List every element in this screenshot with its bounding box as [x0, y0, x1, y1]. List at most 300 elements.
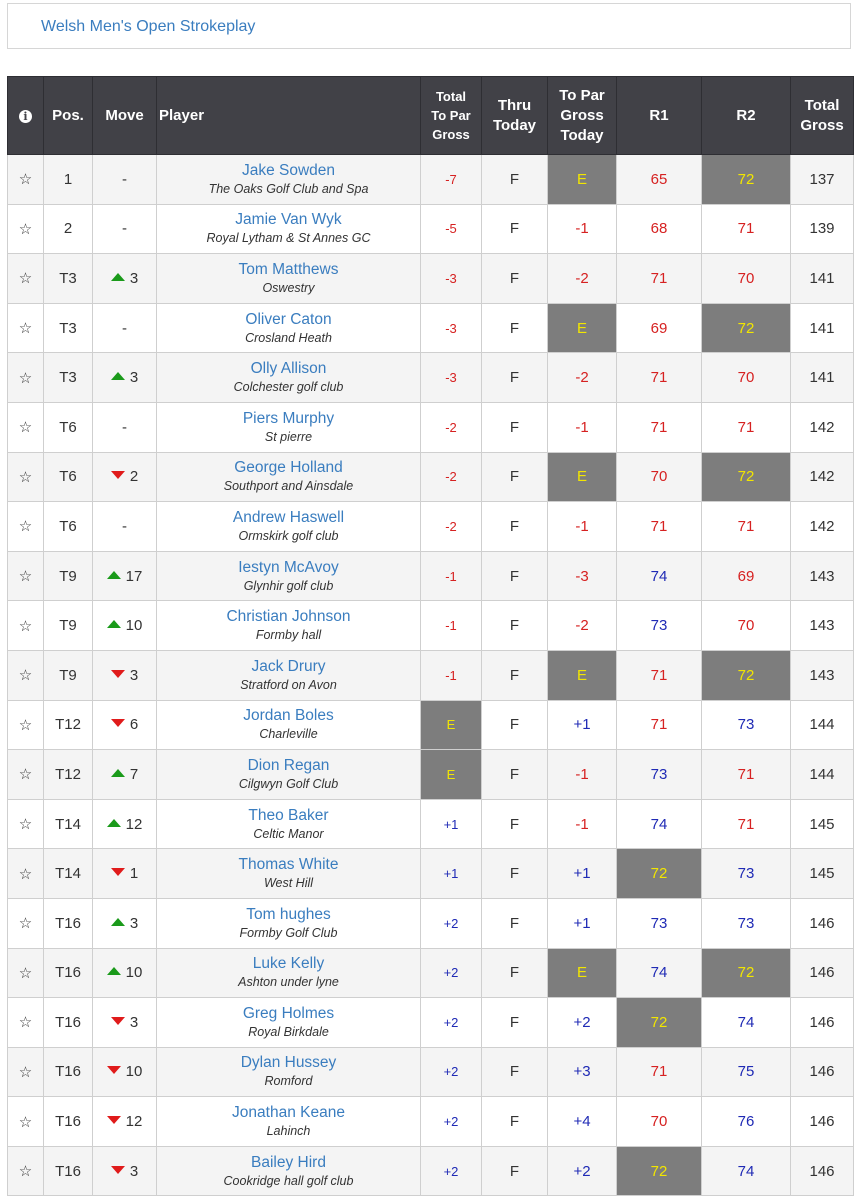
thru-cell: F	[482, 601, 548, 651]
info-icon[interactable]: i	[19, 110, 32, 123]
leaderboard-row	[8, 155, 854, 205]
player-cell	[157, 303, 421, 353]
player-name-link[interactable]: Bailey Hird	[251, 1153, 326, 1171]
thru-header[interactable]	[482, 77, 548, 155]
leaderboard-row	[8, 799, 854, 849]
player-club: St pierre	[264, 429, 313, 444]
leaderboard-row	[8, 601, 854, 651]
position-cell: T9	[44, 650, 93, 700]
player-name-link[interactable]: Jordan Boles	[243, 707, 334, 725]
position-cell: T9	[44, 551, 93, 601]
leaderboard-row	[8, 1047, 854, 1097]
player-header[interactable]: Player	[157, 77, 421, 155]
move-cell	[93, 1047, 157, 1097]
total-to-par-cell: -7	[421, 155, 482, 205]
player-name-link[interactable]: Dion Regan	[247, 756, 330, 774]
triangle-up-icon: 12	[107, 816, 143, 833]
player-club: Stratford on Avon	[240, 677, 337, 692]
move-cell	[93, 254, 157, 304]
total-to-par-cell: -3	[421, 254, 482, 304]
total-gross-cell: 145	[791, 849, 854, 899]
header-line: To Par	[559, 86, 605, 104]
position-cell: 1	[44, 155, 93, 205]
move-cell	[93, 650, 157, 700]
triangle-up-icon: 3	[111, 369, 138, 386]
player-cell	[157, 353, 421, 403]
r2-cell: 72	[702, 155, 791, 205]
r1-cell: 68	[617, 204, 702, 254]
position-cell: T16	[44, 948, 93, 998]
favourite-star-icon[interactable]: ☆	[8, 1047, 44, 1097]
favourite-star-icon[interactable]: ☆	[8, 204, 44, 254]
r1-header[interactable]: R1	[617, 77, 702, 155]
to-par-today-cell: -2	[548, 601, 617, 651]
favourite-star-icon[interactable]: ☆	[8, 551, 44, 601]
favourite-star-icon[interactable]: ☆	[8, 254, 44, 304]
player-name-link[interactable]: Dylan Hussey	[240, 1054, 337, 1072]
favourite-star-icon[interactable]: ☆	[8, 402, 44, 452]
thru-cell: F	[482, 452, 548, 502]
to-par-today-cell: -1	[548, 502, 617, 552]
triangle-down-icon: 3	[111, 1163, 138, 1180]
thru-cell: F	[482, 700, 548, 750]
player-cell	[157, 700, 421, 750]
player-name-link[interactable]: Greg Holmes	[242, 1004, 335, 1022]
move-cell	[93, 799, 157, 849]
move-cell	[93, 353, 157, 403]
move-cell	[93, 452, 157, 502]
total-to-par-cell: +2	[421, 898, 482, 948]
player-club: Ashton under lyne	[238, 975, 339, 990]
to-par-today-cell: +3	[548, 1047, 617, 1097]
no-move: -	[122, 170, 127, 188]
r1-cell: 71	[617, 353, 702, 403]
r2-cell: 72	[702, 948, 791, 998]
position-cell: T3	[44, 254, 93, 304]
leaderboard-row	[8, 353, 854, 403]
r1-cell: 71	[617, 700, 702, 750]
thru-cell: F	[482, 1047, 548, 1097]
player-cell	[157, 849, 421, 899]
leaderboard-row	[8, 849, 854, 899]
to-par-today-cell: +2	[548, 998, 617, 1048]
page-title[interactable]: Welsh Men's Open Strokeplay	[41, 18, 256, 35]
to-par-today-cell: +1	[548, 849, 617, 899]
thru-cell: F	[482, 254, 548, 304]
total-to-par-cell: -5	[421, 204, 482, 254]
player-name-link[interactable]: Oliver Caton	[245, 310, 332, 328]
position-cell: T12	[44, 700, 93, 750]
r1-cell: 71	[617, 502, 702, 552]
position-cell: T16	[44, 1146, 93, 1196]
total-to-par-cell: +2	[421, 1047, 482, 1097]
player-cell	[157, 254, 421, 304]
to-par-today-cell: -1	[548, 799, 617, 849]
r2-cell: 71	[702, 750, 791, 800]
r1-cell: 72	[617, 998, 702, 1048]
move-cell	[93, 898, 157, 948]
player-club: Southport and Ainsdale	[223, 479, 354, 494]
to-par-today-cell: E	[548, 155, 617, 205]
thru-cell: F	[482, 1097, 548, 1147]
no-move: -	[122, 418, 127, 436]
total-to-par-cell: +2	[421, 1097, 482, 1147]
favourite-star-icon[interactable]: ☆	[8, 998, 44, 1048]
player-name-link[interactable]: Iestyn McAvoy	[238, 558, 339, 576]
favourite-star-icon[interactable]: ☆	[8, 750, 44, 800]
total-to-par-cell: +2	[421, 998, 482, 1048]
leaderboard-row	[8, 750, 854, 800]
thru-cell: F	[482, 551, 548, 601]
total-to-par-cell: -2	[421, 452, 482, 502]
leaderboard-row	[8, 650, 854, 700]
player-cell	[157, 1146, 421, 1196]
thru-cell: F	[482, 998, 548, 1048]
leaderboard-row	[8, 948, 854, 998]
favourite-star-icon[interactable]: ☆	[8, 799, 44, 849]
player-name-link[interactable]: Tom hughes	[246, 905, 331, 923]
leaderboard-row	[8, 998, 854, 1048]
move-cell	[93, 1097, 157, 1147]
player-cell	[157, 898, 421, 948]
to-par-today-cell: +4	[548, 1097, 617, 1147]
favourite-star-icon[interactable]: ☆	[8, 948, 44, 998]
thru-cell: F	[482, 502, 548, 552]
total-gross-cell: 141	[791, 254, 854, 304]
favourite-star-icon[interactable]: ☆	[8, 452, 44, 502]
move-cell	[93, 204, 157, 254]
player-club: West Hill	[263, 876, 314, 891]
player-cell	[157, 998, 421, 1048]
r1-cell: 71	[617, 1047, 702, 1097]
player-cell	[157, 204, 421, 254]
triangle-down-icon: 3	[111, 667, 138, 684]
header-line: Total	[435, 89, 467, 104]
favourite-star-icon[interactable]: ☆	[8, 1146, 44, 1196]
total-to-par-cell: -1	[421, 601, 482, 651]
player-club: Royal Birkdale	[248, 1024, 329, 1039]
triangle-down-icon: 10	[107, 1063, 143, 1080]
total-gross-cell: 146	[791, 898, 854, 948]
leaderboard-row	[8, 1146, 854, 1196]
r1-cell: 73	[617, 750, 702, 800]
player-cell	[157, 601, 421, 651]
r1-cell: 72	[617, 1146, 702, 1196]
to-par-today-cell: -3	[548, 551, 617, 601]
r1-cell: 73	[617, 601, 702, 651]
player-name-link[interactable]: Theo Baker	[248, 806, 329, 824]
player-cell	[157, 799, 421, 849]
position-cell: T6	[44, 502, 93, 552]
thru-cell: F	[482, 849, 548, 899]
player-name-link[interactable]: Jake Sowden	[241, 161, 336, 179]
triangle-down-icon: 12	[107, 1113, 143, 1130]
to-par-today-cell: E	[548, 303, 617, 353]
favourite-star-icon[interactable]: ☆	[8, 353, 44, 403]
r2-cell: 70	[702, 254, 791, 304]
move-cell	[93, 1146, 157, 1196]
r2-cell: 71	[702, 502, 791, 552]
to-par-today-cell: E	[548, 948, 617, 998]
total-to-par-cell: -3	[421, 303, 482, 353]
triangle-up-icon: 10	[107, 964, 143, 981]
r2-cell: 69	[702, 551, 791, 601]
total-gross-cell: 143	[791, 601, 854, 651]
header-line: To Par	[431, 108, 471, 123]
move-cell	[93, 750, 157, 800]
header-line: Gross	[560, 106, 604, 124]
r2-cell: 72	[702, 650, 791, 700]
r2-cell: 73	[702, 898, 791, 948]
player-name-link[interactable]: Luke Kelly	[252, 955, 325, 973]
r2-cell: 73	[702, 700, 791, 750]
triangle-up-icon: 10	[107, 617, 143, 634]
to-par-today-cell: E	[548, 452, 617, 502]
to-par-today-header[interactable]	[548, 77, 617, 155]
total-to-par-cell: -2	[421, 502, 482, 552]
move-cell	[93, 303, 157, 353]
info-header[interactable]	[8, 77, 44, 155]
header-line: Today	[492, 116, 537, 134]
position-cell: T9	[44, 601, 93, 651]
move-header[interactable]: Move	[93, 77, 157, 155]
player-club: Oswestry	[262, 280, 315, 295]
favourite-star-icon[interactable]: ☆	[8, 601, 44, 651]
favourite-star-icon[interactable]: ☆	[8, 849, 44, 899]
move-cell	[93, 551, 157, 601]
r2-header[interactable]: R2	[702, 77, 791, 155]
favourite-star-icon[interactable]: ☆	[8, 898, 44, 948]
r2-cell: 74	[702, 1146, 791, 1196]
leaderboard-row	[8, 502, 854, 552]
thru-cell: F	[482, 750, 548, 800]
total-gross-cell: 142	[791, 502, 854, 552]
player-club: Royal Lytham & St Annes GC	[206, 231, 371, 246]
to-par-today-cell: +1	[548, 898, 617, 948]
to-par-today-cell: E	[548, 650, 617, 700]
triangle-down-icon: 3	[111, 1014, 138, 1031]
player-cell	[157, 948, 421, 998]
total-gross-cell: 142	[791, 402, 854, 452]
player-club: Romford	[264, 1074, 313, 1089]
player-club: Colchester golf club	[233, 380, 344, 395]
move-cell	[93, 402, 157, 452]
r2-cell: 74	[702, 998, 791, 1048]
position-cell: T16	[44, 998, 93, 1048]
total-gross-cell: 141	[791, 353, 854, 403]
position-cell: T12	[44, 750, 93, 800]
thru-cell: F	[482, 1146, 548, 1196]
r1-cell: 74	[617, 799, 702, 849]
r2-cell: 71	[702, 402, 791, 452]
total-to-par-cell: -1	[421, 650, 482, 700]
player-club: Charleville	[259, 727, 318, 742]
player-club: Cilgwyn Golf Club	[238, 776, 339, 791]
leaderboard-table	[7, 76, 854, 1196]
player-club: Lahinch	[266, 1124, 311, 1139]
favourite-star-icon[interactable]: ☆	[8, 502, 44, 552]
leaderboard-row	[8, 700, 854, 750]
player-cell	[157, 551, 421, 601]
r1-cell: 70	[617, 1097, 702, 1147]
triangle-up-icon: 3	[111, 270, 138, 287]
triangle-down-icon: 1	[111, 865, 138, 882]
position-cell: T14	[44, 849, 93, 899]
player-cell	[157, 402, 421, 452]
to-par-today-cell: +2	[548, 1146, 617, 1196]
r2-cell: 75	[702, 1047, 791, 1097]
player-name-link[interactable]: Thomas White	[238, 856, 339, 874]
position-cell: T6	[44, 452, 93, 502]
header-line: Total	[804, 96, 840, 114]
total-gross-cell: 137	[791, 155, 854, 205]
total-to-par-header[interactable]	[421, 77, 482, 155]
total-gross-cell: 143	[791, 551, 854, 601]
leaderboard-row	[8, 898, 854, 948]
thru-cell: F	[482, 799, 548, 849]
leaderboard-row	[8, 452, 854, 502]
position-cell: T16	[44, 898, 93, 948]
tournament-title-box	[7, 3, 851, 49]
pos-header[interactable]: Pos.	[44, 77, 93, 155]
r1-cell: 71	[617, 254, 702, 304]
thru-cell: F	[482, 898, 548, 948]
total-gross-header[interactable]	[791, 77, 854, 155]
total-gross-cell: 142	[791, 452, 854, 502]
total-gross-cell: 146	[791, 1047, 854, 1097]
thru-cell: F	[482, 650, 548, 700]
to-par-today-cell: -1	[548, 402, 617, 452]
header-line: Thru	[497, 96, 532, 114]
total-to-par-cell: +2	[421, 948, 482, 998]
move-cell	[93, 849, 157, 899]
total-gross-cell: 146	[791, 948, 854, 998]
r1-cell: 65	[617, 155, 702, 205]
r2-cell: 72	[702, 452, 791, 502]
thru-cell: F	[482, 402, 548, 452]
favourite-star-icon[interactable]: ☆	[8, 650, 44, 700]
leaderboard-row	[8, 204, 854, 254]
leaderboard-row	[8, 1097, 854, 1147]
player-name-link[interactable]: Jack Drury	[251, 657, 326, 675]
to-par-today-cell: -2	[548, 254, 617, 304]
total-to-par-cell: -1	[421, 551, 482, 601]
r1-cell: 74	[617, 948, 702, 998]
position-cell: T3	[44, 303, 93, 353]
player-name-link[interactable]: George Holland	[234, 459, 343, 477]
total-gross-cell: 146	[791, 1097, 854, 1147]
r2-cell: 71	[702, 799, 791, 849]
r1-cell: 70	[617, 452, 702, 502]
total-to-par-cell: +1	[421, 849, 482, 899]
player-club: Cookridge hall golf club	[223, 1173, 354, 1188]
position-cell: T6	[44, 402, 93, 452]
triangle-up-icon: 17	[107, 568, 143, 585]
triangle-up-icon: 7	[111, 766, 138, 783]
player-club: Celtic Manor	[253, 826, 324, 841]
player-club: Formby Golf Club	[239, 925, 338, 940]
r1-cell: 71	[617, 402, 702, 452]
thru-cell: F	[482, 303, 548, 353]
thru-cell: F	[482, 353, 548, 403]
header-line: Gross	[800, 116, 844, 134]
total-to-par-cell: E	[421, 750, 482, 800]
position-cell: T16	[44, 1047, 93, 1097]
position-cell: T3	[44, 353, 93, 403]
player-name-link[interactable]: Andrew Haswell	[232, 508, 345, 526]
player-name-link[interactable]: Christian Johnson	[226, 608, 351, 626]
player-cell	[157, 1047, 421, 1097]
move-cell	[93, 700, 157, 750]
leaderboard-header	[8, 77, 854, 155]
to-par-today-cell: +1	[548, 700, 617, 750]
to-par-today-cell: -2	[548, 353, 617, 403]
player-name-link[interactable]: Olly Allison	[250, 360, 327, 378]
r1-cell: 72	[617, 849, 702, 899]
position-cell: T16	[44, 1097, 93, 1147]
no-move: -	[122, 517, 127, 535]
total-to-par-cell: -3	[421, 353, 482, 403]
favourite-star-icon[interactable]: ☆	[8, 303, 44, 353]
r1-cell: 73	[617, 898, 702, 948]
no-move: -	[122, 319, 127, 337]
player-name-link[interactable]: Piers Murphy	[242, 409, 335, 427]
triangle-down-icon: 6	[111, 716, 138, 733]
r1-cell: 71	[617, 650, 702, 700]
move-cell	[93, 601, 157, 651]
player-cell	[157, 750, 421, 800]
total-to-par-cell: E	[421, 700, 482, 750]
no-move: -	[122, 220, 127, 238]
r2-cell: 71	[702, 204, 791, 254]
thru-cell: F	[482, 204, 548, 254]
r1-cell: 74	[617, 551, 702, 601]
leaderboard-row	[8, 303, 854, 353]
favourite-star-icon[interactable]: ☆	[8, 700, 44, 750]
r2-cell: 73	[702, 849, 791, 899]
header-line: Today	[560, 126, 604, 144]
r1-cell: 69	[617, 303, 702, 353]
total-gross-cell: 139	[791, 204, 854, 254]
player-cell	[157, 155, 421, 205]
player-cell	[157, 502, 421, 552]
player-name-link[interactable]: Jamie Van Wyk	[235, 211, 342, 229]
move-cell	[93, 155, 157, 205]
total-gross-cell: 144	[791, 700, 854, 750]
move-cell	[93, 502, 157, 552]
player-cell	[157, 1097, 421, 1147]
thru-cell: F	[482, 948, 548, 998]
total-to-par-cell: -2	[421, 402, 482, 452]
total-gross-cell: 146	[791, 998, 854, 1048]
total-gross-cell: 146	[791, 1146, 854, 1196]
total-gross-cell: 145	[791, 799, 854, 849]
favourite-star-icon[interactable]: ☆	[8, 155, 44, 205]
r2-cell: 72	[702, 303, 791, 353]
player-cell	[157, 452, 421, 502]
total-gross-cell: 144	[791, 750, 854, 800]
leaderboard-row	[8, 254, 854, 304]
position-cell: T14	[44, 799, 93, 849]
triangle-down-icon: 2	[111, 468, 138, 485]
player-name-link[interactable]: Jonathan Keane	[232, 1104, 345, 1122]
position-cell: 2	[44, 204, 93, 254]
total-gross-cell: 143	[791, 650, 854, 700]
favourite-star-icon[interactable]: ☆	[8, 1097, 44, 1147]
total-gross-cell: 141	[791, 303, 854, 353]
total-to-par-cell: +2	[421, 1146, 482, 1196]
player-name-link[interactable]: Tom Matthews	[238, 260, 339, 278]
